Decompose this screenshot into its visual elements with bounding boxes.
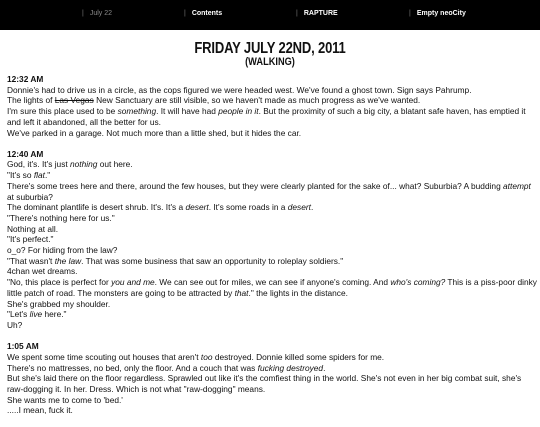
text-segment: There's no mattresses, no bed, only the floor. And a couch that was [7,362,258,373]
page-subtitle: (WALKING) [245,56,295,68]
page-title: FRIDAY JULY 22ND, 2011 [194,40,346,57]
entry-timestamp: 12:32 AM [7,74,44,84]
entry-line [7,213,537,224]
entry-line [7,405,537,416]
text-segment: . [310,202,314,213]
entry-line [7,299,537,310]
entry-line [7,181,537,202]
emphasis-text: the law [54,255,82,266]
nav-item-label: Contents [191,10,223,17]
entry-line [7,234,537,245]
entry-line [7,320,537,331]
entry-line [7,266,537,277]
text-segment: She's grabbed my shoulder. [7,298,111,309]
emphasis-text: fucking destroyed [257,362,324,373]
text-segment: ." [44,170,51,181]
text-segment: The lights of [7,95,55,106]
entry-timestamp: 12:40 AM [7,148,44,159]
nav-item-label: Empty neoCity [416,10,466,17]
text-segment: "Let's [7,309,30,320]
text-segment: . That was some business that saw an opportunity to roleplay soldiers." [81,255,344,266]
struck-text: Las Vegas [54,95,94,106]
journal-entry [7,74,537,138]
text-segment: at suburbia? [7,191,53,202]
text-segment: .....I mean, fuck it. [7,405,73,416]
text-segment: This is a piss-poor dinky little patch of road. The monsters are going to be attracted by [7,277,537,298]
emphasis-text: who's coming? [390,277,446,288]
journal-content [7,74,537,427]
text-segment: Nothing at all. [7,223,59,234]
emphasis-text: live [29,309,43,320]
emphasis-text: flat [33,170,45,181]
entry-line [7,106,537,127]
text-segment: o_o? For hiding from the law? [7,245,118,256]
emphasis-text: nothing [70,159,98,170]
text-segment: out here. [97,159,133,170]
entry-line [7,202,537,213]
page-header [0,41,540,68]
nav-item-label: RAPTURE [303,10,338,17]
entry-line [7,128,537,139]
nav-item-label: July 22 [89,10,113,17]
text-segment: Uh? [7,319,23,330]
entry-line [7,256,537,267]
text-segment: "There's nothing here for us." [7,212,115,223]
text-segment: 4chan wet dreams. [7,266,78,277]
emphasis-text: something [117,106,157,117]
entry-line [7,170,537,181]
text-segment: We spent some time scouting out houses that aren't [7,351,201,362]
text-segment: God, it's. It's just [7,159,71,170]
emphasis-text: desert [287,202,311,213]
entry-line [7,245,537,256]
entry-timestamp: 1:05 AM [7,341,39,352]
entry-line [7,224,537,235]
text-segment: here." [42,309,67,320]
emphasis-text: attempt [503,180,531,191]
emphasis-text: that [234,287,249,298]
text-segment: "That wasn't [7,255,55,266]
entry-line [7,309,537,320]
emphasis-text: desert [185,202,209,213]
entry-line [7,352,537,363]
text-segment: "No, this place is perfect for [7,277,112,288]
text-segment: ." the lights in the distance. [248,287,348,298]
emphasis-text: you and me [111,277,155,288]
entry-line [7,95,537,106]
top-navigation-bar [0,0,540,30]
entry-line [7,363,537,374]
text-segment: Donnie's had to drive us in a circle, as the cops figured we were headed west. We've found a ghost town. Sign says Pahrump. [7,84,472,95]
nav-item-july-22[interactable]: | July 22 [82,10,113,17]
text-segment: . We can see out for miles, we can see if anyone's coming. And [154,277,391,288]
text-segment: destroyed. Donnie killed some spiders for me. [212,351,385,362]
text-segment: The dominant plantlife is desert shrub. It's. It's a [7,202,186,213]
text-segment: "It's so [7,170,34,181]
text-segment: New Sanctuary are still visible, so we haven't made as much progress as we've wanted. [93,95,421,106]
text-segment: I'm sure this place used to be [7,106,118,117]
nav-item-contents[interactable]: | Contents [184,10,223,17]
emphasis-text: too [200,351,213,362]
emphasis-text: people in it [218,106,259,117]
text-segment: There's some trees here and there, around the few houses, but they were clearly planted for the sake of... what? Suburbia? A budding [7,180,504,191]
entry-line [7,85,537,96]
text-segment: "It's perfect." [7,234,54,245]
entry-line [7,373,537,394]
text-segment: . It's some roads in a [208,202,288,213]
nav-item-rapture[interactable]: | RAPTURE [296,10,338,17]
text-segment: She wants me to come to 'bed.' [7,394,123,405]
text-segment: But she's laid there on the floor regardless. Sprawled out like it's the comfiest thing in the world. She's not even in her big combat suit, she's raw-dogging it. In her. Dress. Which is not what "raw-dogging" means. [7,373,522,394]
text-segment: . [323,362,326,373]
nav-item-empty-neocity[interactable]: | Empty neoCity [409,10,466,17]
entry-line [7,277,537,298]
journal-entry [7,149,537,331]
entry-line [7,159,537,170]
text-segment: We've parked in a garage. Not much more than a little shed, but it hides the car. [7,127,302,138]
text-segment: . It will have had [156,106,219,117]
text-segment: . But the proximity of such a big city, a blatant safe haven, has emptied it and left it abandoned, all the better for us. [7,106,526,127]
entry-line [7,395,537,406]
